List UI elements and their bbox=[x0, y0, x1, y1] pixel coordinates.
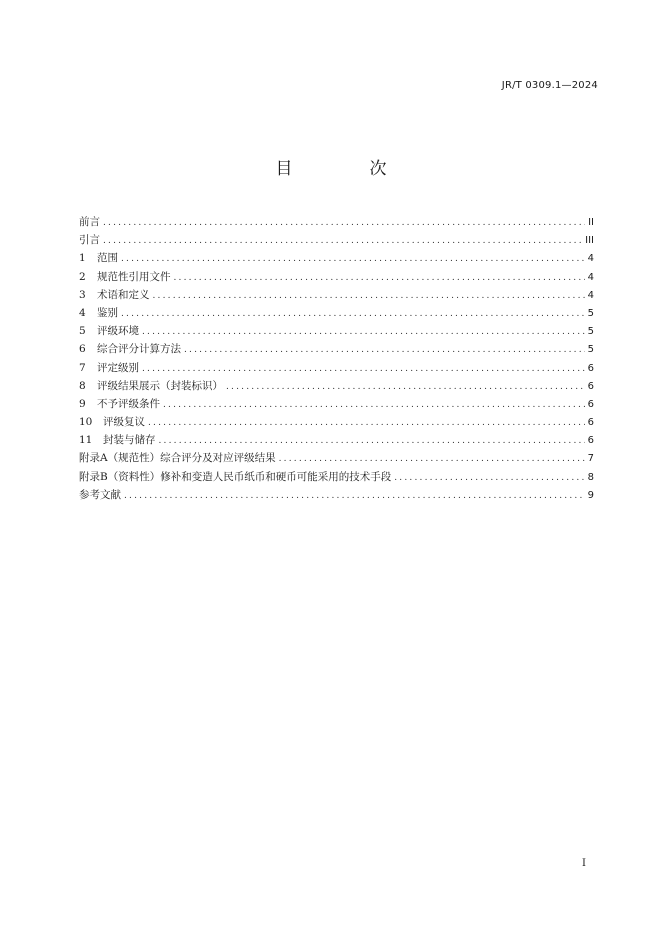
toc-entry-label: 不予评级条件 bbox=[97, 397, 160, 410]
dot-leader bbox=[103, 214, 585, 232]
dot-leader bbox=[153, 287, 585, 305]
table-of-contents bbox=[79, 213, 594, 504]
toc-entry-page: 9 bbox=[587, 489, 594, 501]
toc-entry-page: 6 bbox=[587, 398, 594, 410]
toc-entry-label: 术语和定义 bbox=[97, 288, 150, 301]
toc-entry[interactable] bbox=[79, 449, 594, 467]
toc-entry-page: 6 bbox=[587, 362, 594, 374]
page-number: I bbox=[582, 858, 586, 869]
toc-entry[interactable] bbox=[79, 249, 594, 267]
toc-entry-page: 6 bbox=[587, 435, 594, 447]
dot-leader bbox=[174, 269, 585, 287]
dot-leader bbox=[226, 378, 585, 396]
toc-entry-page: 7 bbox=[587, 453, 594, 465]
toc-entry-number: 5 bbox=[79, 325, 86, 338]
toc-entry[interactable] bbox=[79, 304, 594, 322]
toc-entry-page: 5 bbox=[587, 326, 594, 338]
page-title: 目 次 bbox=[275, 159, 417, 179]
toc-entry[interactable] bbox=[79, 413, 594, 431]
toc-entry-number: 3 bbox=[79, 288, 86, 301]
toc-entry[interactable] bbox=[79, 486, 594, 504]
toc-entry-page: 8 bbox=[587, 471, 594, 483]
toc-entry-label: 规范性引用文件 bbox=[97, 270, 171, 283]
toc-entry-number: 6 bbox=[79, 343, 86, 356]
toc-entry-page: 4 bbox=[587, 271, 594, 283]
toc-entry-label: 附录A（规范性）综合评分及对应评级结果 bbox=[79, 452, 276, 465]
toc-entry-label: 评级环境 bbox=[97, 325, 139, 338]
toc-entry-label: 评级复议 bbox=[103, 416, 145, 429]
toc-entry-page: 4 bbox=[587, 289, 594, 301]
dot-leader bbox=[279, 450, 585, 468]
toc-entry-label: 封装与储存 bbox=[103, 434, 156, 447]
toc-entry-label: 评级结果展示（封装标识） bbox=[97, 379, 223, 392]
toc-entry[interactable] bbox=[79, 322, 594, 340]
dot-leader bbox=[184, 341, 585, 359]
toc-entry-label: 参考文献 bbox=[79, 488, 121, 501]
toc-entry-label: 附录B（资料性）修补和变造人民币纸币和硬币可能采用的技术手段 bbox=[79, 470, 392, 483]
toc-entry[interactable] bbox=[79, 395, 594, 413]
dot-leader bbox=[142, 323, 585, 341]
toc-entry-number: 2 bbox=[79, 270, 86, 283]
dot-leader bbox=[121, 305, 585, 323]
toc-entry-page: 6 bbox=[587, 417, 594, 429]
toc-entry-page: III bbox=[585, 235, 594, 247]
dot-leader bbox=[159, 432, 585, 450]
dot-leader bbox=[163, 396, 585, 414]
dot-leader bbox=[394, 469, 584, 487]
dot-leader bbox=[124, 487, 585, 505]
dot-leader bbox=[148, 414, 585, 432]
toc-entry-label: 范围 bbox=[97, 252, 118, 265]
toc-entry[interactable] bbox=[79, 431, 594, 449]
toc-entry-number: 7 bbox=[79, 361, 86, 374]
toc-entry-label: 前言 bbox=[79, 216, 100, 228]
toc-entry-label: 鉴别 bbox=[97, 306, 118, 319]
toc-entry[interactable] bbox=[79, 231, 594, 249]
toc-entry-page: II bbox=[588, 217, 594, 228]
document-code: JR/T 0309.1—2024 bbox=[501, 80, 598, 91]
toc-entry-label: 综合评分计算方法 bbox=[97, 343, 181, 356]
toc-entry-number: 8 bbox=[79, 379, 86, 392]
toc-entry-page: 5 bbox=[587, 307, 594, 319]
dot-leader bbox=[121, 250, 585, 268]
toc-entry-page: 4 bbox=[587, 253, 594, 265]
toc-entry[interactable] bbox=[79, 468, 594, 486]
toc-entry[interactable] bbox=[79, 213, 594, 231]
toc-entry[interactable] bbox=[79, 359, 594, 377]
toc-entry[interactable] bbox=[79, 377, 594, 395]
toc-entry-number: 1 bbox=[79, 252, 86, 265]
toc-entry-page: 5 bbox=[587, 344, 594, 356]
dot-leader bbox=[103, 232, 582, 250]
dot-leader bbox=[142, 360, 585, 378]
toc-entry-page: 6 bbox=[587, 380, 594, 392]
toc-entry[interactable] bbox=[79, 286, 594, 304]
toc-entry-number: 11 bbox=[79, 434, 93, 447]
toc-entry-number: 10 bbox=[79, 416, 93, 429]
toc-entry[interactable] bbox=[79, 340, 594, 358]
toc-entry-number: 9 bbox=[79, 397, 86, 410]
toc-entry-label: 引言 bbox=[79, 234, 100, 247]
toc-entry-label: 评定级别 bbox=[97, 361, 139, 374]
toc-entry[interactable] bbox=[79, 268, 594, 286]
toc-entry-number: 4 bbox=[79, 306, 86, 319]
